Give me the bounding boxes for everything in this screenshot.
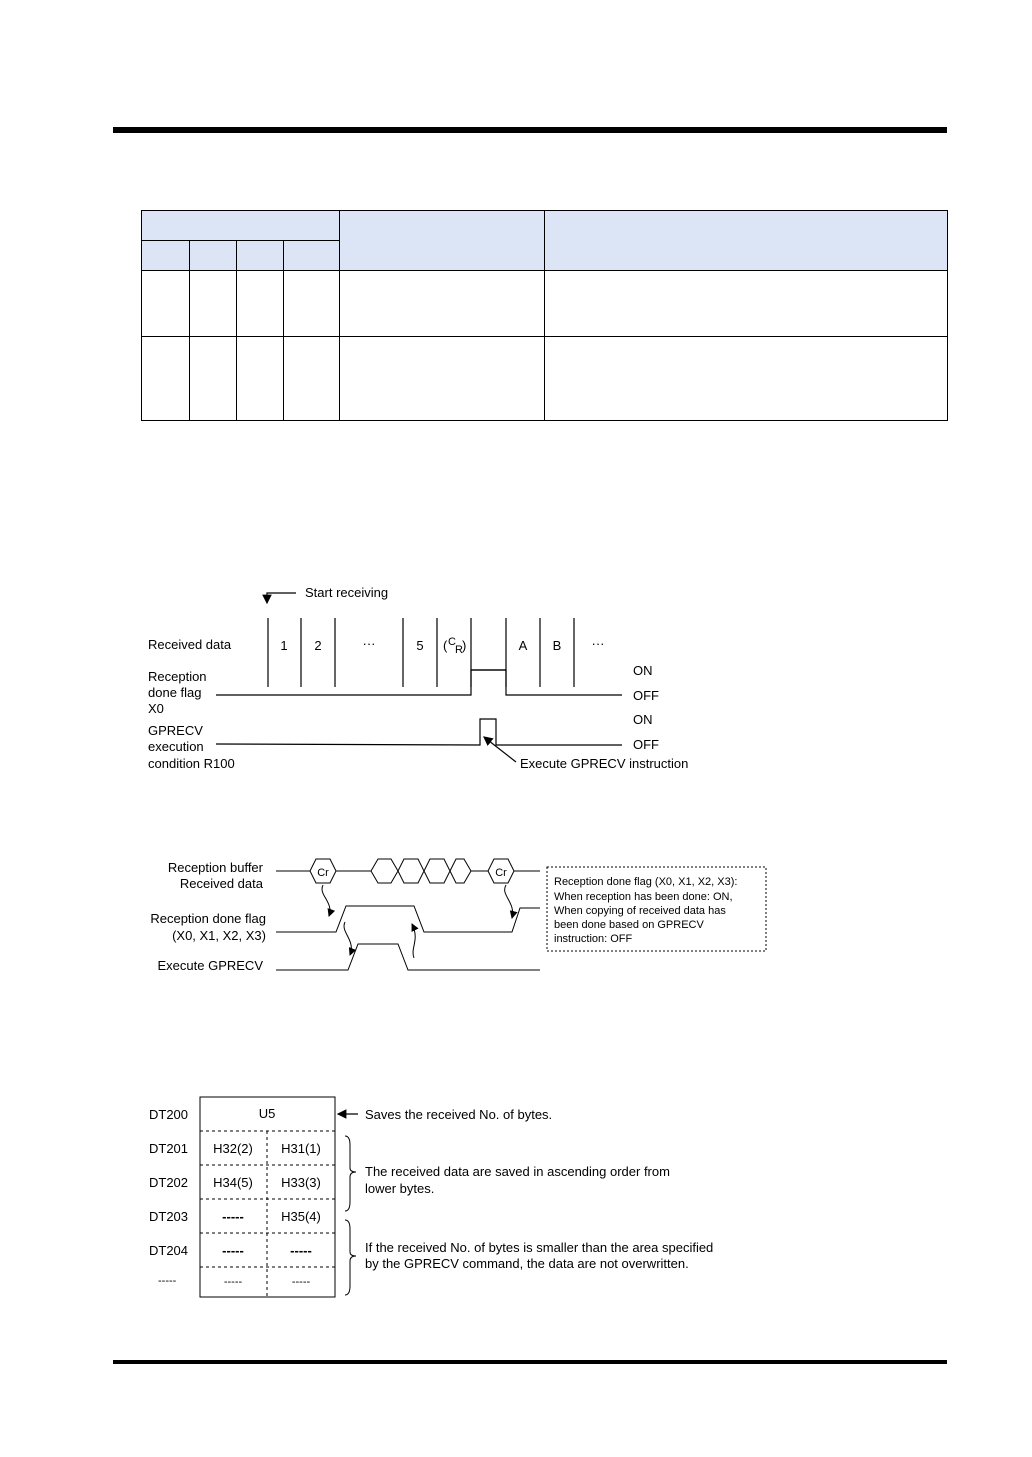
cell-dt203-low: H35(4) (281, 1209, 321, 1224)
cr-paren-close: ) (462, 638, 467, 653)
data-cell-b: B (552, 638, 562, 653)
note-line-4: been done based on GPRECV (554, 919, 704, 931)
buffer-label-2: Received data (179, 876, 263, 891)
data-cell-2: 2 (314, 638, 322, 653)
cell-dt202-low: H33(3) (281, 1175, 321, 1190)
gprecv-label-1: GPRECV (148, 723, 203, 738)
execute-note: Execute GPRECV instruction (520, 756, 689, 771)
gprecv-label-2: execution (148, 739, 204, 754)
off-label-2: OFF (633, 737, 659, 752)
cell-dt204-low: ----- (290, 1243, 312, 1258)
data-cell-ellipsis: ··· (362, 636, 376, 651)
note-line-5: instruction: OFF (554, 933, 633, 945)
cr-r: R (455, 644, 463, 656)
cell-more-low: ----- (291, 1276, 311, 1288)
addr-dt202: DT202 (149, 1175, 189, 1190)
execute-waveform (276, 944, 540, 970)
addr-dt204: DT204 (149, 1243, 189, 1258)
off-label-1: OFF (633, 688, 659, 703)
timing-diagram-2 (150, 859, 766, 973)
bottom-rule (113, 1360, 947, 1364)
reception-flag-waveform (216, 670, 622, 695)
cr-symbol-1: Cr (317, 867, 329, 879)
note-order-2: lower bytes. (365, 1181, 435, 1196)
note-line-3: When copying of received data has (554, 905, 726, 917)
note-order-1: The received data are saved in ascending order from (365, 1164, 670, 1179)
cr-c: C (448, 636, 456, 648)
start-arrow (267, 593, 296, 603)
data-cell-ellipsis-2: ··· (591, 636, 605, 651)
cell-dt200: U5 (258, 1106, 276, 1121)
note-overwrite-2: by the GPRECV command, the data are not overwritten. (365, 1256, 689, 1271)
flag-label-1: Reception done flag (150, 911, 266, 926)
cell-more-high: ----- (223, 1276, 243, 1288)
cell-dt202-high: H34(5) (213, 1175, 253, 1190)
addr-dt203: DT203 (149, 1209, 189, 1224)
gprecv-waveform (216, 719, 622, 745)
buffer-label-1: Reception buffer (167, 860, 263, 875)
start-receiving-label: Start receiving (305, 585, 389, 600)
brace-order (345, 1136, 356, 1211)
causal-arrows (322, 885, 513, 958)
received-data-label: Received data (148, 637, 232, 652)
reception-flag-label-3: X0 (148, 701, 164, 716)
data-cell-1: 1 (280, 638, 288, 653)
note-line-2: When reception has been done: ON, (554, 891, 733, 903)
data-cell-a: A (518, 638, 528, 653)
note-line-1: Reception done flag (X0, X1, X2, X3): (554, 876, 738, 888)
reception-flag-label-2: done flag (148, 685, 202, 700)
brace-overwrite (345, 1220, 356, 1295)
note-bytes: Saves the received No. of bytes. (365, 1107, 553, 1122)
cr-symbol-2: Cr (495, 867, 507, 879)
flag-waveform (276, 906, 540, 932)
addr-dt201: DT201 (149, 1141, 189, 1156)
memory-map (149, 1097, 713, 1297)
data-cell-5: 5 (416, 638, 424, 653)
cell-dt201-low: H31(1) (281, 1141, 321, 1156)
addr-more: ----- (158, 1275, 177, 1287)
flag-label-2: (X0, X1, X2, X3) (172, 928, 266, 943)
gprecv-label-3: condition R100 (148, 756, 235, 771)
cell-dt201-high: H32(2) (213, 1141, 253, 1156)
reception-flag-label-1: Reception (148, 669, 207, 684)
on-label-2: ON (633, 712, 653, 727)
cr-paren-open: ( (443, 638, 448, 653)
note-overwrite-1: If the received No. of bytes is smaller than the area specified (365, 1240, 714, 1255)
cell-dt203-high: ----- (222, 1209, 244, 1224)
timing-diagram-1 (148, 585, 688, 771)
addr-dt200: DT200 (149, 1107, 189, 1122)
cell-dt204-high: ----- (222, 1243, 244, 1258)
execute-label: Execute GPRECV (157, 958, 263, 973)
on-label-1: ON (633, 663, 653, 678)
execute-pointer-arrow (484, 737, 516, 762)
